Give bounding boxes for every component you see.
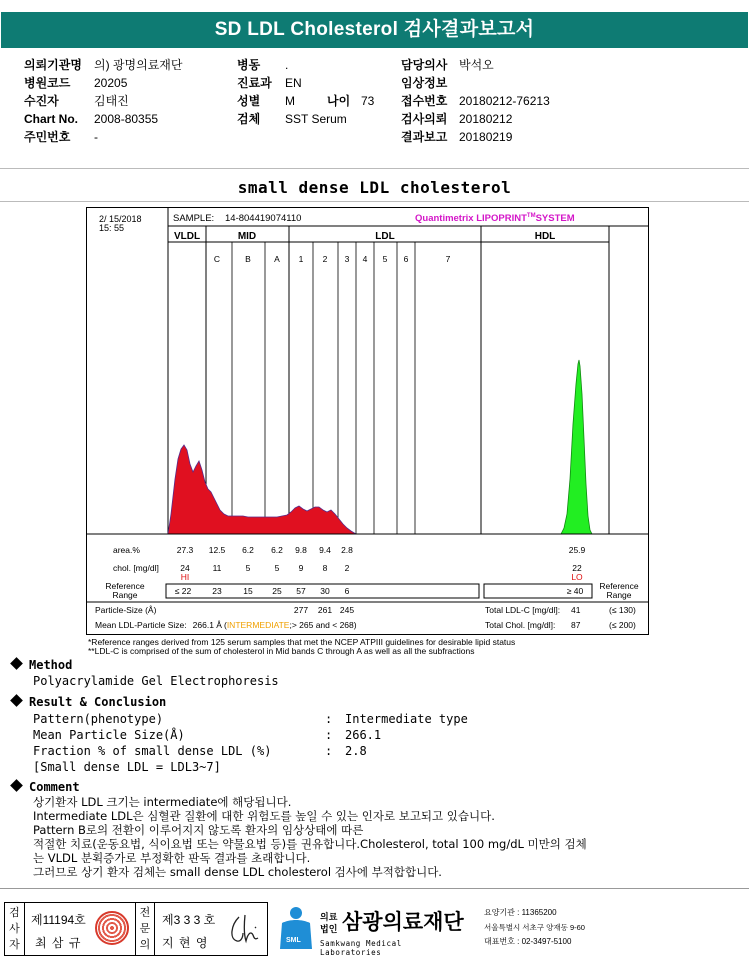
total-chol-ref: (≤ 200) (609, 620, 636, 630)
org-prefix-2: 법인 (320, 924, 338, 934)
sex-label: 성별 (237, 94, 261, 108)
area-b: 6.2 (242, 545, 254, 555)
chol-1: 9 (298, 563, 304, 573)
area-3: 2.8 (341, 545, 353, 555)
mean-size-line: Mean LDL-Particle Size: 266.1 Å (INTERMEDIATE;> 265 and < 268) (95, 620, 357, 630)
specimen-value: SST Serum (285, 112, 347, 126)
patient-label: 수진자 (24, 94, 59, 108)
resident-no-label: 주민번호 (24, 130, 71, 144)
result-note: [Small dense LDL = LDL3~7] (33, 760, 221, 774)
area-a: 6.2 (271, 545, 283, 555)
inspector-seal-icon (95, 911, 129, 945)
chol-hdl: 22 (572, 563, 582, 573)
section-title: small dense LDL cholesterol (237, 178, 512, 197)
area-values (177, 545, 586, 555)
header-divider (0, 168, 749, 169)
group-hdl: HDL (534, 231, 556, 242)
result-size-value: 266.1 (345, 728, 382, 742)
ref-label-1: Reference (105, 581, 145, 591)
band-label-b: B (245, 254, 251, 264)
report-title: SD LDL Cholesterol 검사결과보고서 (1, 12, 748, 48)
comment-line-5: 는 VLDL 분획증가로 부정확한 판독 결과를 초래합니다. (33, 851, 311, 865)
group-ldl: LDL (375, 231, 395, 242)
doctor-value: 박석오 (459, 58, 494, 72)
chart-no-value: 2008-80355 (94, 112, 159, 126)
org-name: 삼광의료재단 (342, 910, 464, 934)
result-colon-3: : (325, 744, 333, 758)
lipoprint-chart-svg (87, 208, 648, 634)
chol-3: 2 (344, 563, 350, 573)
request-date-label: 검사의뢰 (401, 112, 448, 126)
diamond-bullet-icon (10, 657, 23, 670)
band-label-1: 1 (298, 254, 304, 264)
band-label-6: 6 (403, 254, 409, 264)
chart-time: 15: 55 (99, 223, 125, 233)
ward-label: 병동 (237, 58, 261, 72)
total-chol-value: 87 (571, 620, 581, 630)
footnote-1: *Reference ranges derived from 125 serum samples that met the NCEP ATPIII guidelines for desirable lipid status (88, 637, 516, 647)
footer-divider (0, 888, 749, 889)
result-fraction-label: Fraction % of small dense LDL (%) (33, 744, 272, 758)
ref-values (175, 586, 584, 596)
accession-no-label: 접수번호 (401, 94, 448, 108)
sml-logo-text: SML (286, 937, 301, 944)
chol-b: 5 (245, 563, 251, 573)
ref-b: 15 (243, 586, 253, 596)
inspector-name: 최 삼 규 (35, 936, 82, 950)
org-logo (276, 903, 466, 955)
comment-line-3: Pattern B로의 전환이 이루어지지 않도록 환자의 임상상태에 따른 (33, 823, 364, 837)
ref-hdl: ≥ 40 (566, 586, 584, 596)
inspector-license: 제11194호 (31, 913, 86, 927)
chol-a: 5 (274, 563, 280, 573)
department-label: 진료과 (237, 76, 272, 90)
ref-3: 6 (344, 586, 350, 596)
diamond-bullet-icon (10, 694, 23, 707)
chol-values (180, 563, 583, 582)
inspector-vertical-label: 검 사 자 (5, 903, 25, 955)
particle-2: 261 (317, 605, 333, 615)
footnote-2: **LDL-C is comprised of the sum of cholesterol in Mid bands C through A as well as all the subfractions (88, 646, 475, 656)
header-col2 (237, 58, 374, 130)
group-mid: MID (237, 231, 257, 242)
result-fraction-value: 2.8 (345, 744, 367, 758)
department-value: EN (285, 76, 302, 90)
total-ldl-label: Total LDL-C [mg/dl]: (485, 605, 561, 615)
section-title-divider (0, 201, 749, 202)
specimen-label: 검체 (237, 112, 261, 126)
diamond-bullet-icon (10, 779, 23, 792)
band-label-a: A (274, 254, 280, 264)
org-phone: 대표번호 : 02-3497-5100 (484, 937, 572, 946)
comment-line-2: Intermediate LDL은 심혈관 질환에 대한 위험도를 높일 수 있는 인자로 보고되고 있습니다. (33, 809, 495, 823)
area-c: 12.5 (208, 545, 226, 555)
comment-line-4: 적절한 치료(운동요법, 식이요법 또는 약물요법 등)를 권유합니다.Cholesterol, total 100 mg/dL 미만의 검체 (33, 837, 587, 851)
sex-value: M (285, 94, 295, 108)
sml-logo-icon (276, 905, 316, 953)
particle-1: 277 (293, 605, 309, 615)
method-heading: Method (12, 658, 72, 672)
particle-values (294, 605, 354, 615)
system-brand: Quantimetrix LIPOPRINT™SYSTEM (415, 213, 575, 224)
chol-2: 8 (322, 563, 328, 573)
org-english: Samkwang Medical Laboratories (320, 939, 402, 957)
result-colon-2: : (325, 728, 333, 742)
referring-institution-label: 의뢰기관명 (24, 58, 82, 72)
accession-no-value: 20180212-76213 (459, 94, 550, 108)
chol-flag-hi: HI (180, 572, 190, 582)
band-label-3: 3 (344, 254, 350, 264)
ref-label-2: Range (112, 590, 138, 600)
ref-1: 57 (296, 586, 306, 596)
doctor-label: 담당의사 (401, 58, 448, 72)
lipoprint-chart (86, 207, 649, 635)
result-colon-1: : (325, 712, 333, 726)
chol-vldl: 24 (180, 563, 190, 573)
result-pattern-label: Pattern(phenotype) (33, 712, 164, 726)
area-1: 9.8 (295, 545, 307, 555)
chol-label: chol. [mg/dl] (113, 563, 159, 573)
band-label-7: 7 (445, 254, 451, 264)
org-code: 요양기관 : 11365200 (484, 908, 557, 917)
comment-heading: Comment (12, 780, 80, 794)
total-chol-label: Total Chol. [mg/dl]: (485, 620, 556, 630)
sample-label: SAMPLE: (173, 213, 215, 224)
band-separators (232, 242, 415, 534)
lipoprotein-curve (168, 445, 356, 534)
method-text: Polyacrylamide Gel Electrophoresis (33, 674, 279, 688)
result-pattern-value: Intermediate type (345, 712, 468, 726)
total-ldl-value: 41 (571, 605, 581, 615)
report-date-value: 20180219 (459, 130, 513, 144)
age-value: 73 (361, 94, 375, 108)
report-date-label: 결과보고 (401, 130, 448, 144)
ref-label-right-2: Range (606, 590, 632, 600)
org-prefix-1: 의료 (320, 912, 338, 922)
group-vldl: VLDL (173, 231, 201, 242)
area-label: area.% (113, 545, 140, 555)
age-label: 나이 (327, 94, 351, 108)
ref-2: 30 (320, 586, 330, 596)
area-2: 9.4 (319, 545, 331, 555)
comment-line-1: 상기환자 LDL 크기는 intermediate에 해당됩니다. (33, 795, 292, 809)
plot-frame (168, 226, 609, 534)
referring-institution-value: 의) 광명의료재단 (94, 58, 183, 72)
org-address: 서울특별시 서초구 양재동 9-60 (484, 923, 585, 932)
chart-no-label: Chart No. (24, 112, 78, 126)
band-label-4: 4 (362, 254, 368, 264)
ref-vldl: ≤ 22 (174, 586, 192, 596)
particle-label: Particle-Size (Å) (95, 605, 157, 615)
chol-flag-lo: LO (571, 572, 583, 582)
comment-line-6: 그러므로 상기 환자 검체는 small dense LDL cholesterol 검사에 부적합합니다. (33, 865, 442, 879)
specialist-signature-icon (227, 911, 263, 949)
band-label-c: C (213, 254, 221, 264)
band-label-5: 5 (382, 254, 388, 264)
specialist-name: 지 현 영 (162, 936, 209, 950)
specialist-vertical-label: 전 문 의 (135, 903, 155, 955)
result-heading: Result & Conclusion (12, 695, 166, 709)
particle-3: 245 (339, 605, 355, 615)
total-ldl-ref: (≤ 130) (609, 605, 636, 615)
ref-a: 25 (272, 586, 282, 596)
sample-id: 14-804419074110 (225, 213, 302, 224)
patient-value: 김태진 (94, 94, 129, 108)
ref-c: 23 (212, 586, 222, 596)
hospital-code-label: 병원코드 (24, 76, 71, 90)
header-col1 (24, 58, 182, 148)
ward-value: . (285, 58, 289, 72)
area-hdl: 25.9 (568, 545, 586, 555)
chol-c: 11 (212, 563, 222, 573)
ref-label-right-1: Reference (599, 581, 639, 591)
result-size-label: Mean Particle Size(Å) (33, 728, 185, 742)
area-vldl: 27.3 (176, 545, 194, 555)
hdl-peak-curve (561, 360, 592, 534)
chart-date: 2/ 15/2018 (99, 214, 142, 224)
resident-no-value: - (94, 130, 98, 144)
header-col3 (401, 58, 550, 148)
hospital-code-value: 20205 (94, 76, 128, 90)
signature-box (4, 902, 268, 956)
request-date-value: 20180212 (459, 112, 513, 126)
clinical-info-label: 임상정보 (401, 76, 448, 90)
specialist-license: 제3 3 3 호 (162, 913, 216, 927)
band-label-2: 2 (322, 254, 328, 264)
